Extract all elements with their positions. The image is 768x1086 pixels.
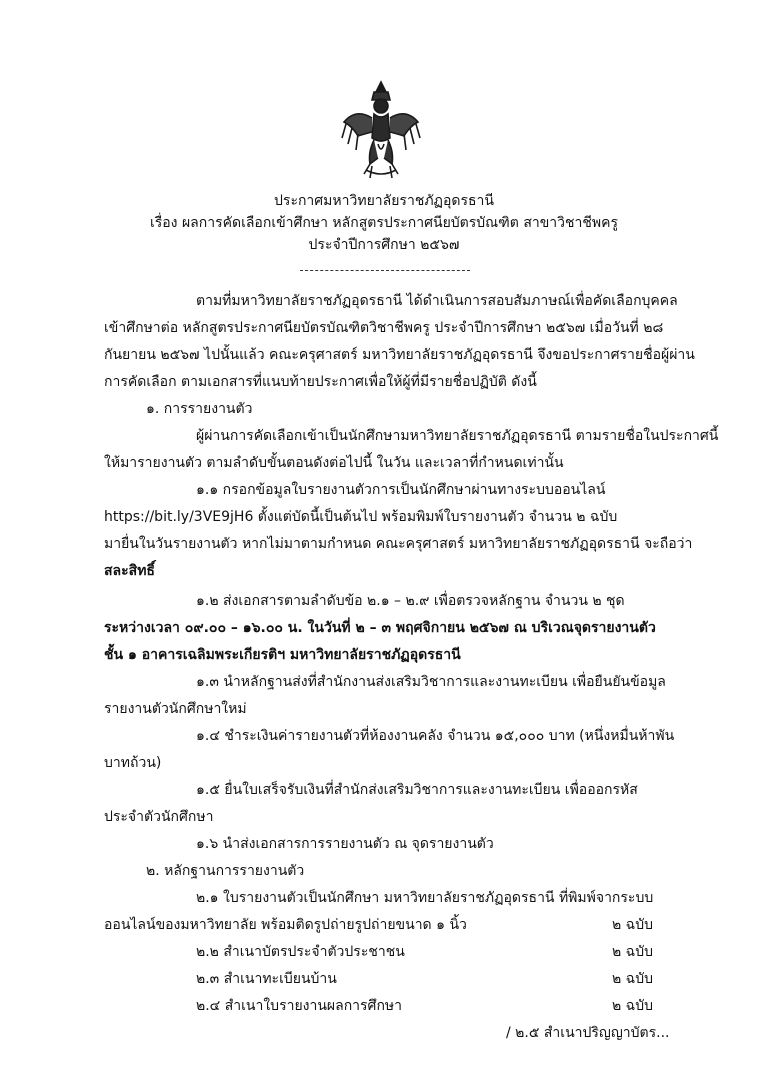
item-1-3-line: ๑.๓ นำหลักฐานส่งที่สำนักงานส่งเสริมวิชาการและงานทะเบียน เพื่อยืนยันข้อมูล: [196, 674, 666, 690]
divider: [300, 270, 470, 271]
item-2-1-line: ๒.๑ ใบรายงานตัวเป็นนักศึกษา มหาวิทยาลัยราชภัฏอุดรธานี ที่พิมพ์จากระบบ: [196, 890, 654, 906]
section-heading: ๑. การรายงานตัว: [146, 401, 253, 417]
copy-count: ๒ ฉบับ: [612, 998, 653, 1014]
item-1-3-line: รายงานตัวนักศึกษาใหม่: [104, 701, 247, 717]
item-1-4-line: บาทถ้วน): [104, 755, 162, 771]
copy-count: ๒ ฉบับ: [612, 917, 653, 933]
evidence-item: ๒.๓ สำเนาทะเบียนบ้าน: [196, 971, 337, 987]
item-1-1-line: มายื่นในวันรายงานตัว หากไม่มาตามกำหนด คณะครุศาสตร์ มหาวิทยาลัยราชภัฏอุดรธานี จะถือว่า: [104, 536, 693, 552]
intro-line: การคัดเลือก ตามเอกสารที่แนบท้ายประกาศเพื่อให้ผู้ที่มีรายชื่อปฏิบัติ ดังนี้: [104, 374, 537, 390]
item-1-4-line: ๑.๔ ชำระเงินค่ารายงานตัวที่ห้องงานคลัง จำนวน ๑๕,๐๐๐ บาท (หนึ่งหมื่นห้าพัน: [196, 728, 675, 744]
garuda-emblem-icon: [338, 78, 424, 182]
item-1-5-line: ๑.๕ ยื่นใบเสร็จรับเงินที่สำนักส่งเสริมวิชาการและงานทะเบียน เพื่อออกรหัส: [196, 782, 638, 798]
item-1-6-line: ๑.๖ นำส่งเอกสารการรายงานตัว ณ จุดรายงานตัว: [196, 836, 494, 852]
item-2-1-line: ออนไลน์ของมหาวิทยาลัย พร้อมติดรูปถ่ายรูปถ่ายขนาด ๑ นิ้ว: [104, 917, 467, 933]
copy-count: ๒ ฉบับ: [612, 944, 653, 960]
item-1-1-line: ๑.๑ กรอกข้อมูลใบรายงานตัวการเป็นนักศึกษาผ่านทางระบบออนไลน์: [196, 482, 606, 498]
continuation-note: / ๒.๕ สำเนาปริญญาบัตร...: [506, 1025, 670, 1041]
item-1-1-line: https://bit.ly/3VE9jH6 ตั้งแต่บัดนี้เป็นต้นไป พร้อมพิมพ์ใบรายงานตัว จำนวน ๒ ฉบับ: [104, 509, 618, 525]
academic-year-line: ประจำปีการศึกษา ๒๕๖๗: [308, 237, 460, 253]
item-1-5-line: ประจำตัวนักศึกษา: [104, 809, 214, 825]
evidence-item: ๒.๒ สำเนาบัตรประจำตัวประชาชน: [196, 944, 405, 960]
item-1-2-line: ระหว่างเวลา ๐๙.๐๐ – ๑๖.๐๐ น. ในวันที่ ๒ – ๓ พฤศจิกายน ๒๕๖๗ ณ บริเวณจุดรายงานตัว: [104, 620, 656, 636]
section1-para-line: ผู้ผ่านการคัดเลือกเข้าเป็นนักศึกษามหาวิทยาลัยราชภัฏอุดรธานี ตามรายชื่อในประกาศนี้: [196, 428, 719, 444]
announcement-subject: เรื่อง ผลการคัดเลือกเข้าศึกษา หลักสูตรประกาศนียบัตรบัณฑิต สาขาวิชาชีพครู: [149, 215, 619, 231]
section-heading: ๒. หลักฐานการรายงานตัว: [146, 863, 305, 879]
intro-line: ตามที่มหาวิทยาลัยราชภัฏอุดรธานี ได้ดำเนินการสอบสัมภาษณ์เพื่อคัดเลือกบุคคล: [196, 293, 678, 309]
item-1-1-line: สละสิทธิ์: [104, 563, 155, 579]
announcement-title: ประกาศมหาวิทยาลัยราชภัฏอุดรธานี: [274, 193, 494, 209]
intro-line: กันยายน ๒๕๖๗ ไปนั้นแล้ว คณะครุศาสตร์ มหาวิทยาลัยราชภัฏอุดรธานี จึงขอประกาศรายชื่อผู้ผ่าน: [104, 347, 695, 363]
section1-para-line: ให้มารายงานตัว ตามลำดับขั้นตอนดังต่อไปนี้ ในวัน และเวลาที่กำหนดเท่านั้น: [104, 455, 564, 471]
copy-count: ๒ ฉบับ: [612, 971, 653, 987]
intro-line: เข้าศึกษาต่อ หลักสูตรประกาศนียบัตรบัณฑิตวิชาชีพครู ประจำปีการศึกษา ๒๕๖๗ เมื่อวันที่ ๒๘: [104, 320, 664, 336]
item-1-2-line: ๑.๒ ส่งเอกสารตามลำดับข้อ ๒.๑ – ๒.๙ เพื่อตรวจหลักฐาน จำนวน ๒ ชุด: [196, 593, 625, 609]
item-1-2-line: ชั้น ๑ อาคารเฉลิมพระเกียรติฯ มหาวิทยาลัยราชภัฏอุดรธานี: [104, 647, 461, 663]
evidence-item: ๒.๔ สำเนาใบรายงานผลการศึกษา: [196, 998, 403, 1014]
